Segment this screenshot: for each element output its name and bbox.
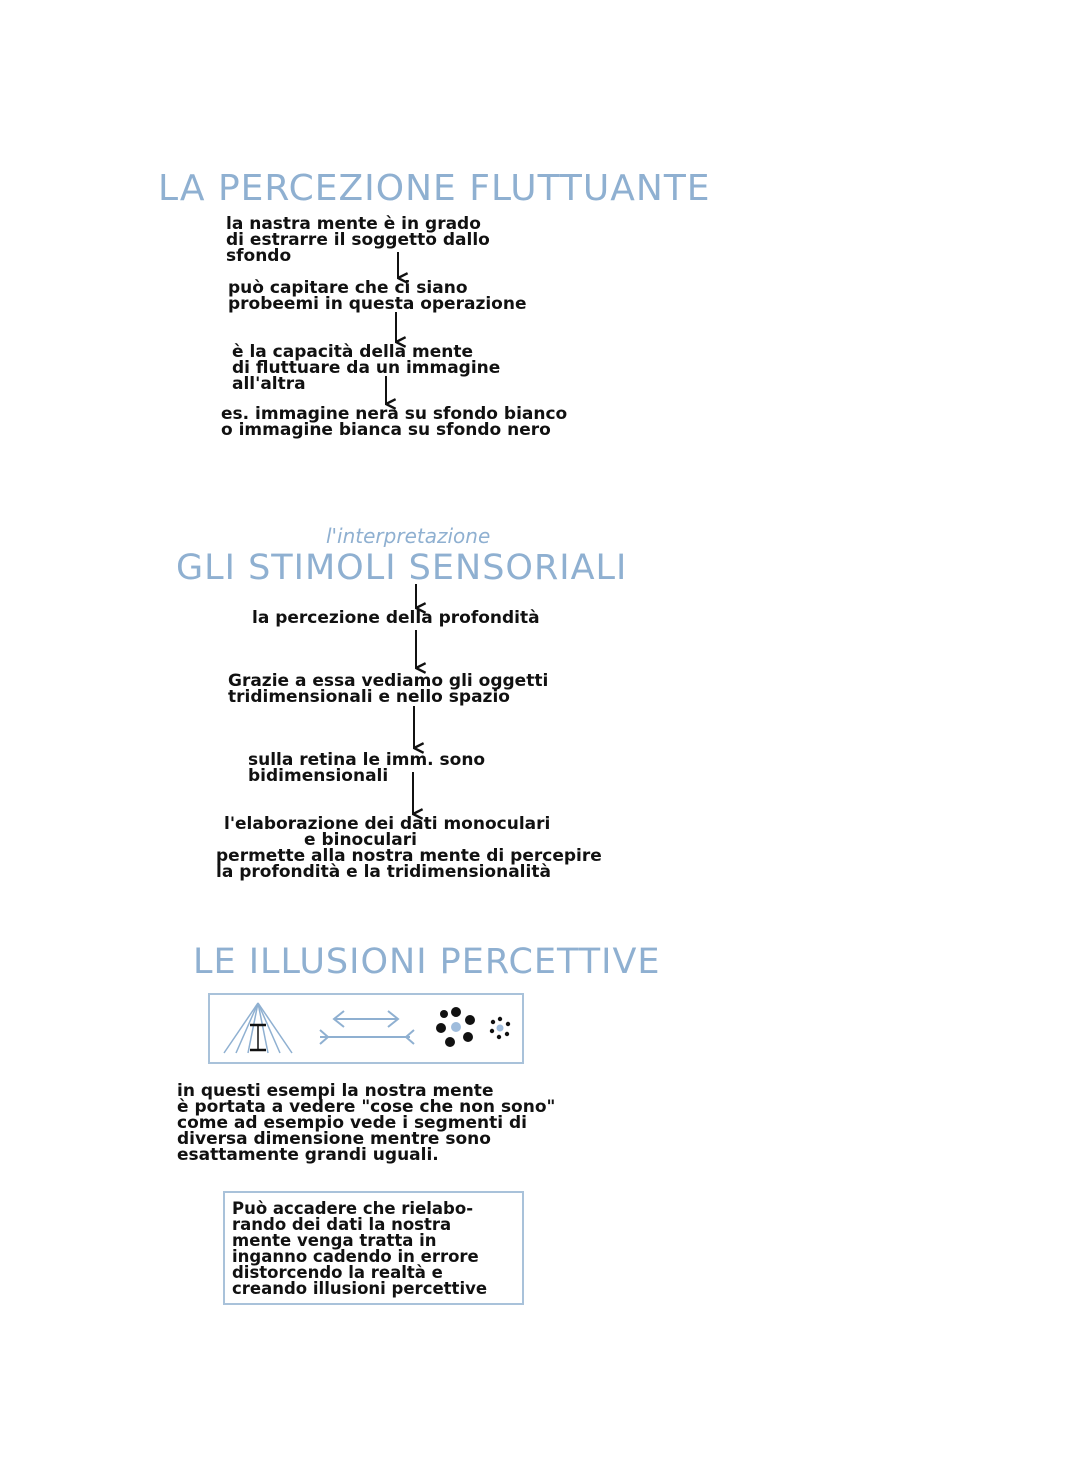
stimoli-step-3: sulla retina le imm. sono bidimensionali (248, 750, 486, 786)
fluttuante-step-2: può capitare che ci siano probeemi in questa operazione (228, 278, 527, 314)
fluttuante-step-3: è la capacità della mente di fluttuare da un immagine all'altra (232, 342, 501, 394)
ebbinghaus-small-icon (490, 1017, 510, 1039)
interpretazione-subtitle: l'interpretazione (326, 524, 491, 548)
illusioni-paragraph: in questi esempi la nostra mente è portata a vedere "cose che non sono" come ad esempio vede i segmenti di diversa dimensione mentre sono esattamente grandi uguali. (177, 1081, 556, 1165)
section-title-stimoli-sensoriali: GLI STIMOLI SENSORIALI (176, 548, 628, 588)
ebbinghaus-large-icon (436, 1007, 475, 1047)
stimoli-step-4: l'elaborazione dei dati monoculari e binoculari permette alla nostra mente di percepire la profondità e la tridimensionalità (216, 814, 602, 882)
stimoli-step-1: la percezione della profondità (252, 608, 540, 628)
stimoli-step-2: Grazie a essa vediamo gli oggetti tridimensionali e nello spazio (228, 671, 549, 707)
fluttuante-step-1: la nastra mente è in grado di estrarre il soggetto dallo sfondo (226, 214, 490, 266)
illusioni-summary-text: Può accadere che rielabo- rando dei dati la nostra mente venga tratta in inganno cadendo in errore distorcendo la realtà e creando illusioni percettive (232, 1199, 488, 1298)
fluttuante-step-4: es. immagine nera su sfondo bianco o immagine bianca su sfondo nero (221, 404, 568, 440)
illusion-examples-drawing (210, 995, 522, 1062)
section-title-percezione-fluttuante: LA PERCEZIONE FLUTTUANTE (158, 168, 711, 209)
illusion-examples-box (208, 993, 524, 1064)
muller-lyer-illusion-icon (320, 1011, 414, 1044)
illusioni-summary-box (223, 1191, 524, 1305)
section-title-illusioni-percettive: LE ILLUSIONI PERCETTIVE (193, 942, 661, 982)
